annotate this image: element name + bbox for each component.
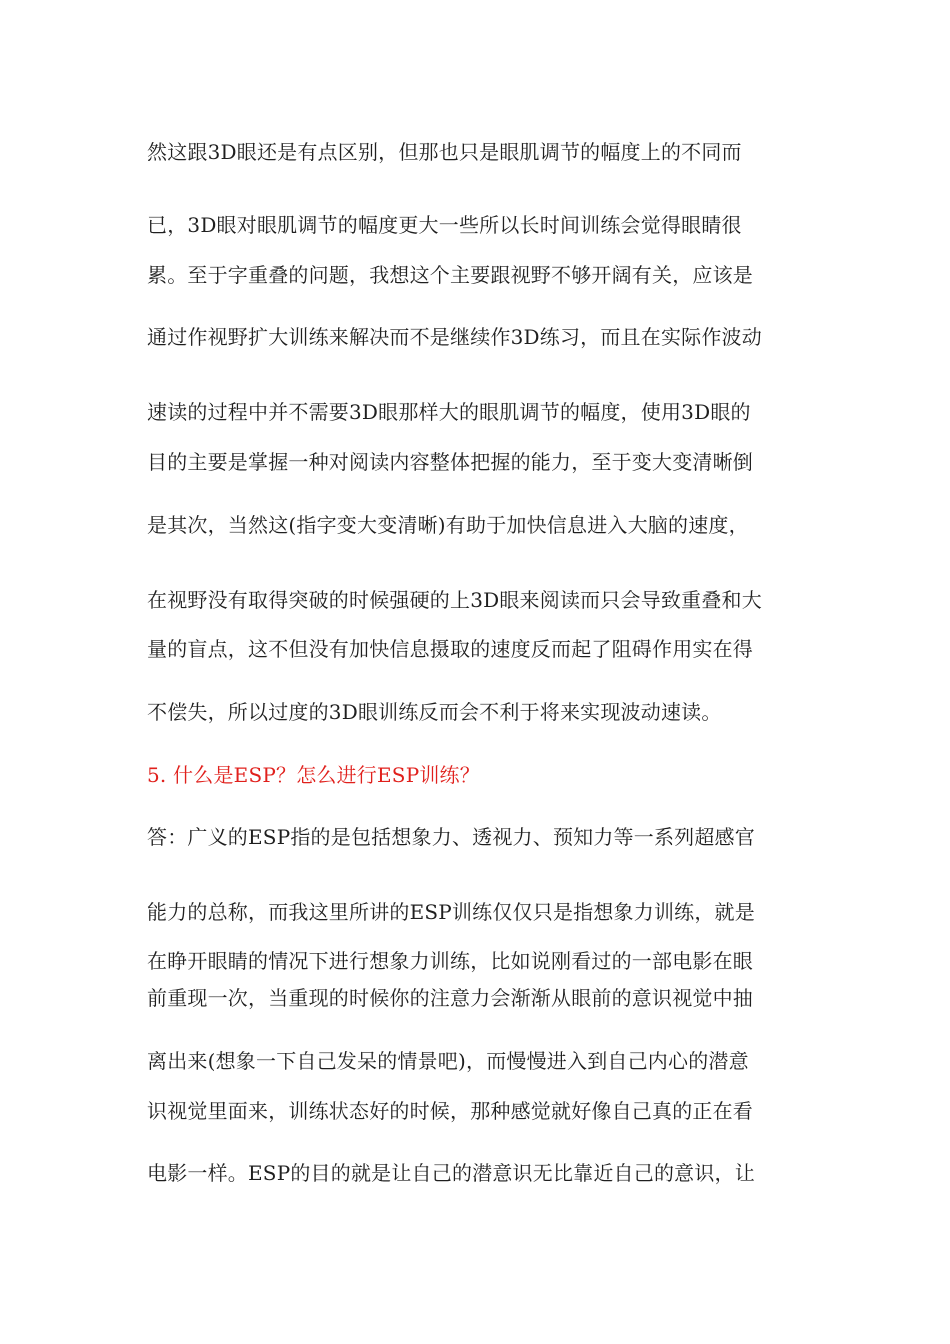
text-line: 识视觉里面来，训练状态好的时候，那种感觉就好像自己真的正在看	[147, 1099, 753, 1123]
text-line: 是其次，当然这(指字变大变清晰)有助于加快信息进入大脑的速度，	[147, 513, 749, 537]
text-line: 答：广义的ESP指的是包括想象力、透视力、预知力等一系列超感官	[147, 825, 755, 849]
text-line: 电影一样。ESP的目的就是让自己的潜意识无比靠近自己的意识，让	[147, 1161, 755, 1185]
text-line: 已，3D眼对眼肌调节的幅度更大一些所以长时间训练会觉得眼睛很	[147, 213, 742, 237]
section-heading: 5. 什么是ESP？怎么进行ESP训练？	[147, 763, 480, 787]
text-line: 在视野没有取得突破的时候强硬的上3D眼来阅读而只会导致重叠和大	[147, 588, 762, 612]
text-line: 目的主要是掌握一种对阅读内容整体把握的能力，至于变大变清晰倒	[147, 450, 753, 474]
text-line: 通过作视野扩大训练来解决而不是继续作3D练习，而且在实际作波动	[147, 325, 762, 349]
text-line: 在睁开眼睛的情况下进行想象力训练，比如说刚看过的一部电影在眼	[147, 949, 753, 973]
text-line: 能力的总称，而我这里所讲的ESP训练仅仅只是指想象力训练，就是	[147, 900, 755, 924]
text-line: 速读的过程中并不需要3D眼那样大的眼肌调节的幅度，使用3D眼的	[147, 400, 751, 424]
text-line: 离出来(想象一下自己发呆的情景吧)，而慢慢进入到自己内心的潜意	[147, 1049, 749, 1073]
text-line: 不偿失，所以过度的3D眼训练反而会不利于将来实现波动速读。	[147, 700, 722, 724]
text-line: 量的盲点，这不但没有加快信息摄取的速度反而起了阻碍作用实在得	[147, 637, 753, 661]
text-line: 前重现一次，当重现的时候你的注意力会渐渐从眼前的意识视觉中抽	[147, 986, 753, 1010]
text-line: 然这跟3D眼还是有点区别，但那也只是眼肌调节的幅度上的不同而	[147, 140, 742, 164]
text-line: 累。至于字重叠的问题，我想这个主要跟视野不够开阔有关，应该是	[147, 263, 753, 287]
